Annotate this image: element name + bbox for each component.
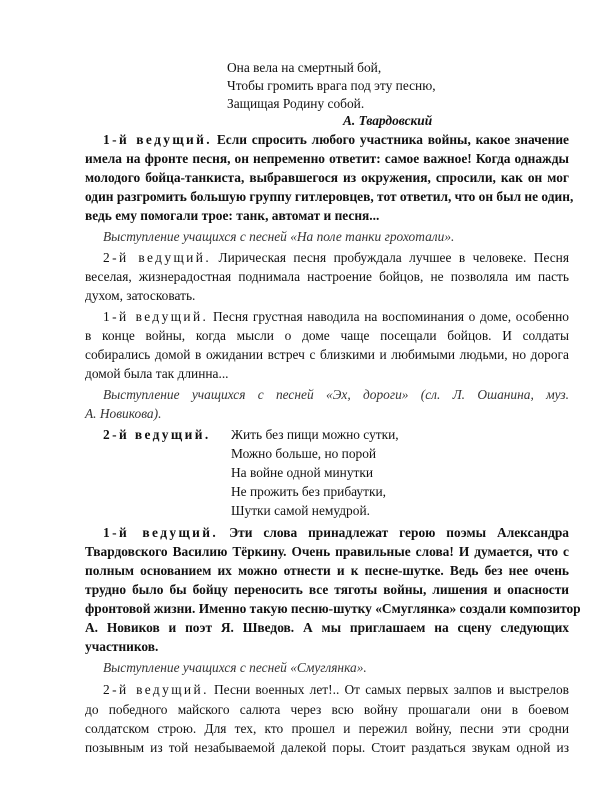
paragraph-text: Эти слова принадлежат герою поэмы Александра (229, 525, 569, 540)
paragraph-line: позывным из той незабываемой далекой поры. Стоит раздаться звукам одной из (85, 740, 569, 755)
paragraph-first-line (103, 525, 569, 541)
speaker-label: 1-й ведущий. (103, 525, 219, 540)
verse-line: Можно больше, но порой (231, 446, 377, 461)
paragraph-line: участников. (85, 639, 159, 654)
stage-direction: Выступление учащихся с песней «На поле танки грохотали». (103, 229, 455, 244)
epigraph-author: А. Твардовский (343, 113, 433, 128)
stage-direction: Выступление учащихся с песней «Эх, дороги» (сл. Л. Ошанина, муз. (103, 387, 569, 402)
epigraph-line: Защищая Родину собой. (227, 96, 365, 111)
paragraph-text: Если спросить любого участника войны, какое значение (216, 132, 569, 147)
paragraph-line: веселая, жизнерадостная поднимала настроение бойцов, не позволяла им пасть (85, 269, 569, 284)
speaker-label: 1-й ведущий. (103, 132, 213, 147)
stage-direction: Выступление учащихся с песней «Смуглянка». (103, 660, 367, 675)
paragraph-text: Песня грустная наводила на воспоминания о доме, особенно (212, 309, 569, 324)
verse-line: Не прожить без прибаутки, (231, 484, 386, 499)
paragraph-line: домой была так длинна... (85, 366, 229, 381)
paragraph-text: Лирическая песня пробуждала лучшее в человеке. Песня (218, 250, 569, 265)
verse-line: Шутки самой немудрой. (231, 503, 370, 518)
speaker-label: 2-й ведущий. (103, 250, 212, 265)
stage-direction: А. Новикова). (85, 406, 162, 421)
paragraph-first-line (103, 250, 569, 266)
paragraph-line: трудно было бы бойцу переносить все тяготы войны, лишения и опасности (85, 582, 569, 597)
epigraph-line: Она вела на смертный бой, (227, 60, 382, 75)
paragraph-first-line (103, 682, 569, 698)
paragraph-line: до победного майского салюта через всю войну прошагали они в боевом (85, 702, 569, 717)
speaker-label: 1-й ведущий. (103, 309, 209, 324)
speaker-label: 2-й ведущий. (103, 427, 211, 442)
paragraph-line: один разгромить большую группу гитлеровцев, тот ответил, что он был не один, (85, 189, 574, 204)
paragraph-line: имела на фронте песня, он непременно ответит: самое важное! Когда однажды (85, 151, 569, 166)
paragraph-line: фронтовой жизни. Именно такую песню-шутку «Смуглянка» создали композитор (85, 601, 581, 616)
epigraph-line: Чтобы громить врага под эту песню, (227, 78, 436, 93)
paragraph-text: Песни военных лет!.. От самых первых залпов и выстрелов (214, 682, 569, 697)
paragraph-line: духом, затосковать. (85, 288, 196, 303)
verse-line: На войне одной минутки (231, 465, 374, 480)
paragraph-line: собирались домой в ожидании встреч с близкими и любимыми людьми, но дорога (85, 347, 569, 362)
paragraph-first-line (103, 132, 569, 148)
paragraph-line: А. Новиков и поэт Я. Шведов. А мы приглашаем на сцену следующих (85, 620, 569, 635)
paragraph-line: полным основанием их можно отнести и к песне-шутке. Ведь без нее очень (85, 563, 569, 578)
paragraph-first-line (103, 309, 569, 325)
paragraph-line: солдатском строю. Для тех, кто прошел и пережил войну, песни эти сродни (85, 721, 569, 736)
paragraph-line: молодого бойца-танкиста, выбравшегося из окружения, спросили, как он мог (85, 170, 569, 185)
paragraph-line: ведь ему помогали трое: танк, автомат и песня... (85, 208, 380, 223)
paragraph-line: Твардовского Василию Тёркину. Очень правильные слова! И думается, что с (85, 544, 569, 559)
speaker-label: 2-й ведущий. (103, 682, 209, 697)
verse-line: Жить без пищи можно сутки, (231, 427, 399, 442)
paragraph-line: в конце войны, когда мысли о доме чаще посещали бойцов. И солдаты (85, 328, 569, 343)
